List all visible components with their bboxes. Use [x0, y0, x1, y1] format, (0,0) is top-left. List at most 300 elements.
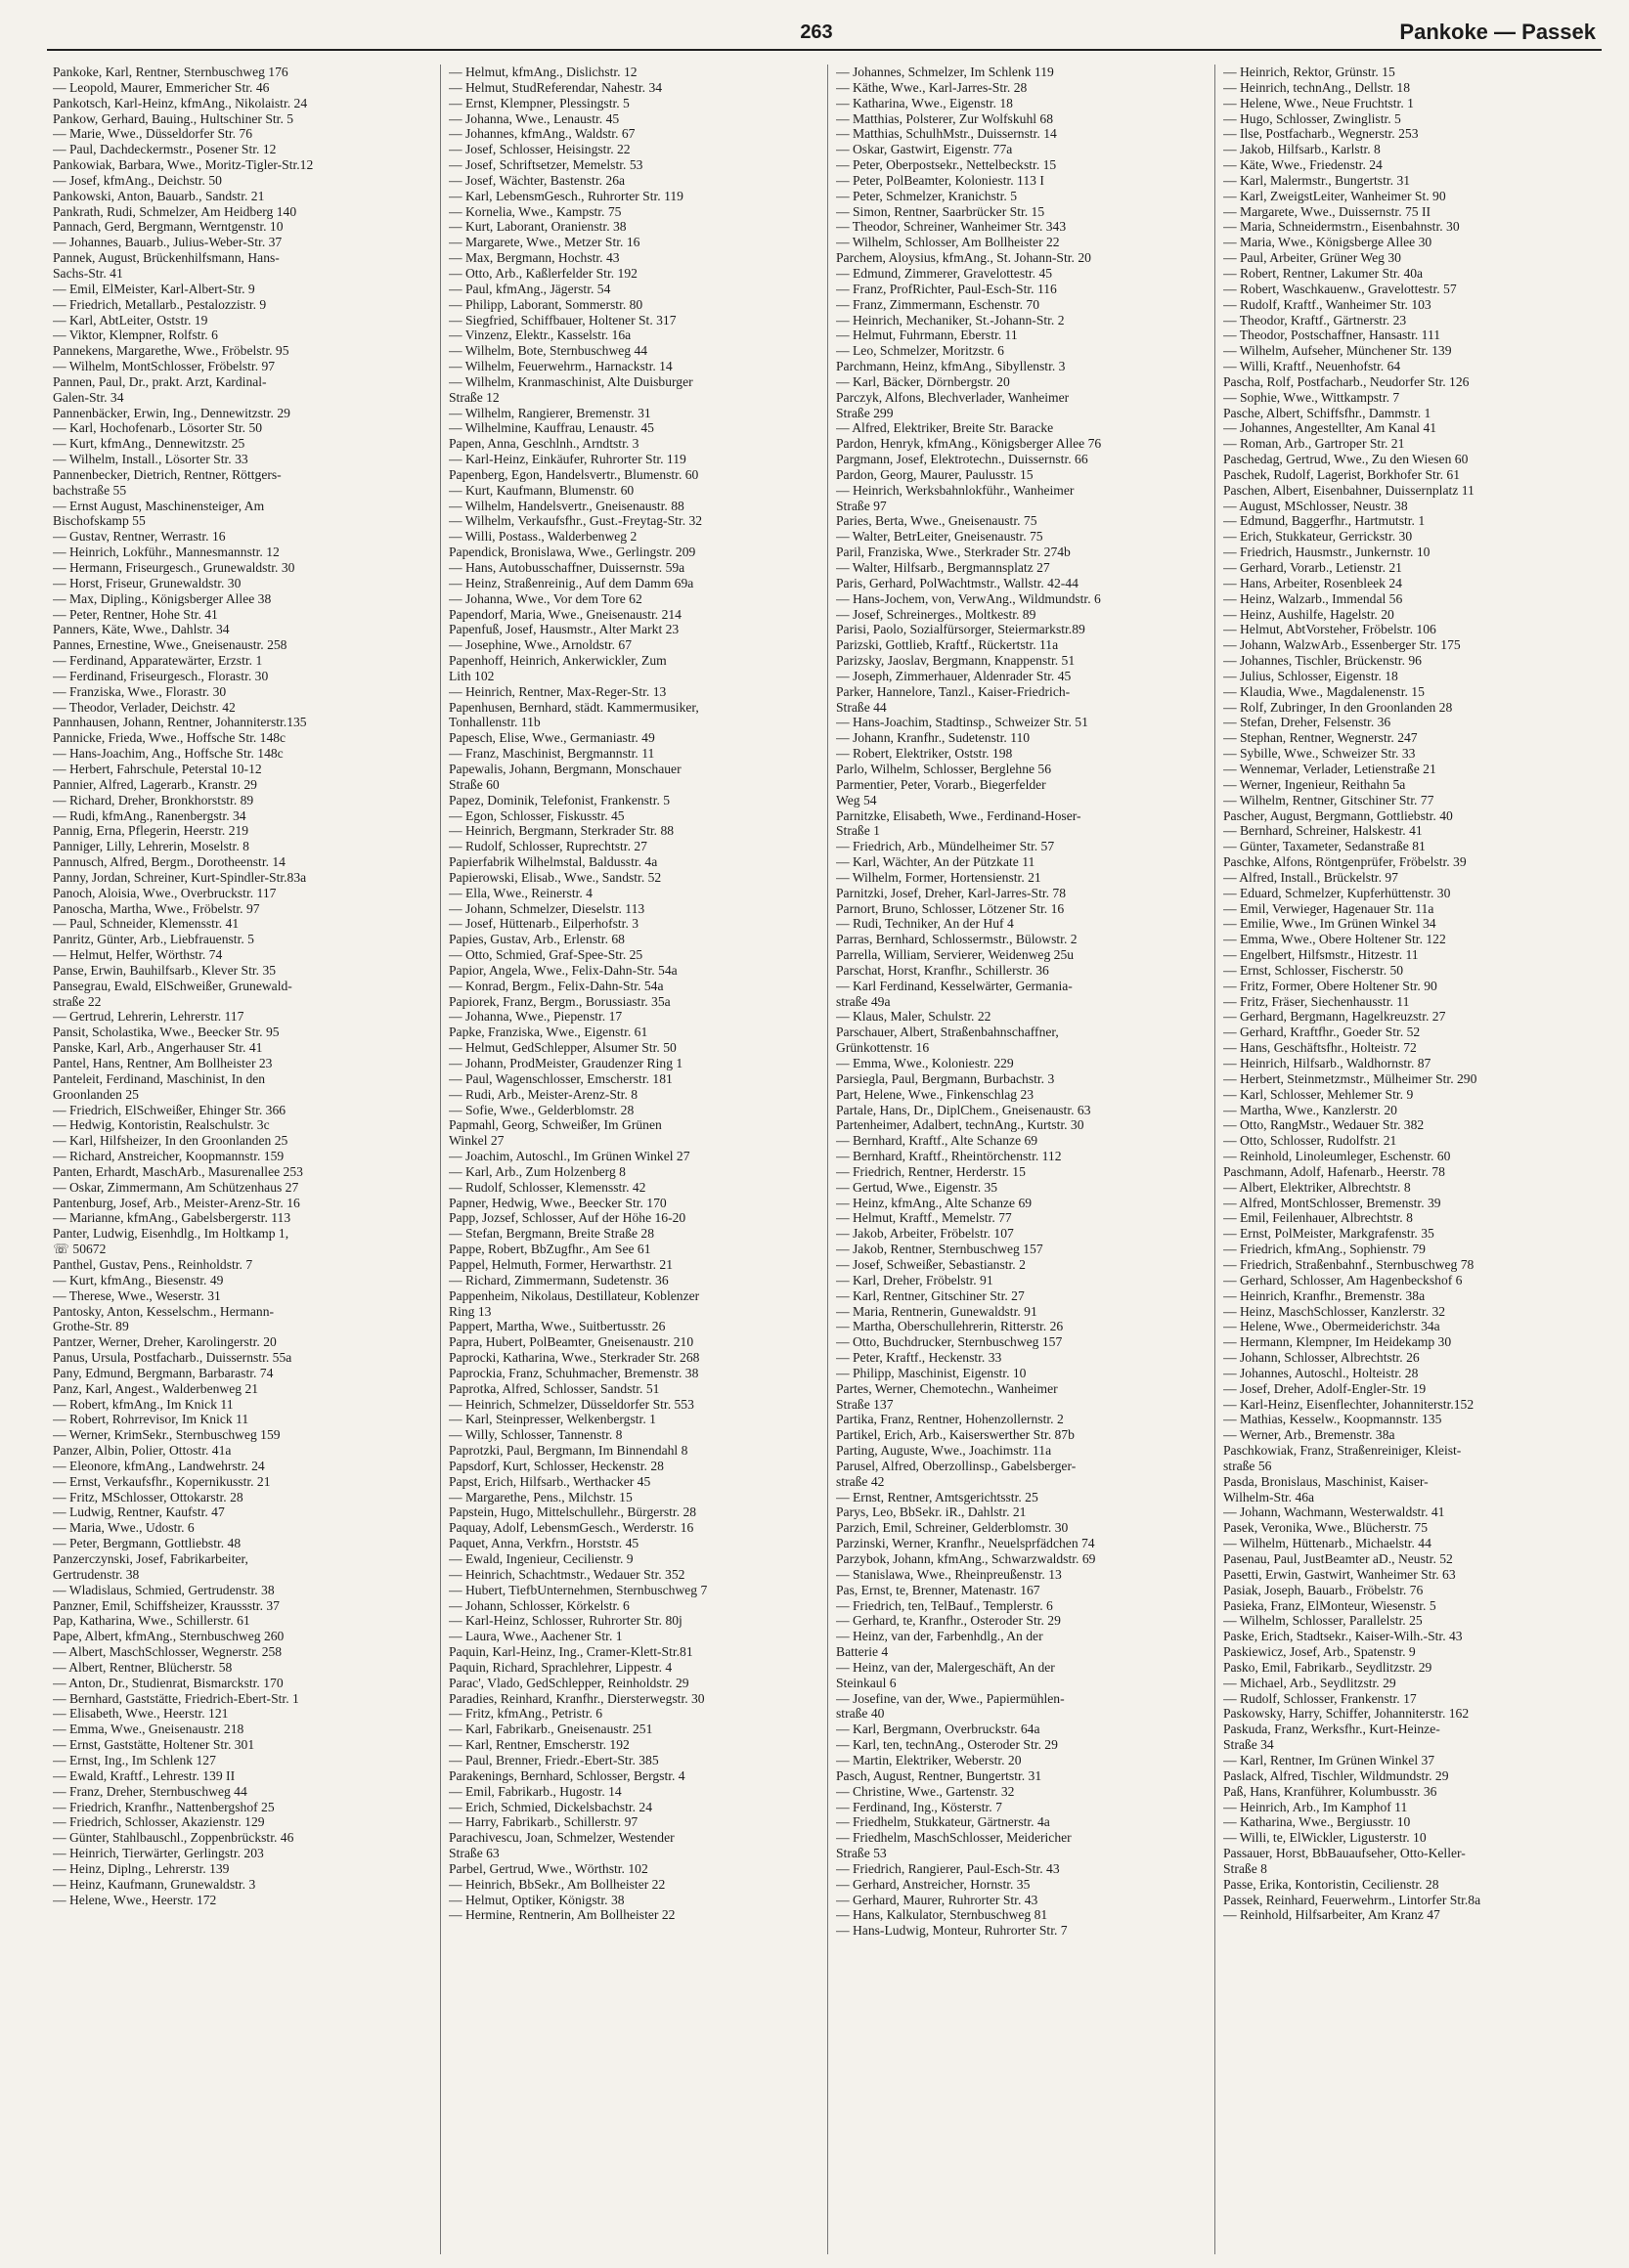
directory-entry: — Stephan, Rentner, Wegnerstr. 247 [1223, 730, 1418, 746]
directory-entry: Tonhallenstr. 11b [449, 715, 541, 730]
directory-entry: Parting, Auguste, Wwe., Joachimstr. 11a [836, 1443, 1052, 1459]
directory-entry: — Margarete, Wwe., Metzer Str. 16 [449, 235, 640, 250]
directory-entry: — Karl, Wächter, An der Pützkate 11 [836, 854, 1035, 870]
directory-entry: — Franz, Zimmermann, Eschenstr. 70 [836, 296, 1040, 312]
directory-entry: — Heinz, Kaufmann, Grunewaldstr. 3 [53, 1876, 256, 1892]
directory-column-1 [53, 65, 440, 2254]
directory-entry: — Maria, Wwe., Königsberge Allee 30 [1223, 235, 1432, 250]
directory-entry: — Peter, Oberpostsekr., Nettelbeckstr. 15 [836, 157, 1057, 173]
directory-entry: Galen-Str. 34 [53, 389, 124, 405]
directory-column-3 [827, 65, 1214, 2254]
directory-entry: — Wilhelm, MontSchlosser, Fröbelstr. 97 [53, 359, 276, 374]
directory-entry: — Heinrich, Mechaniker, St.-Johann-Str. 2 [836, 312, 1065, 327]
directory-entry: — Heinrich, Hilfsarb., Waldhornstr. 87 [1223, 1056, 1431, 1070]
directory-entry: Straße 12 [449, 389, 500, 405]
directory-entry: — Rudolf, Schlosser, Klemensstr. 42 [449, 1179, 646, 1195]
directory-entry: Pankoke, Karl, Rentner, Sternbuschweg 176 [53, 65, 288, 79]
directory-entry: Parras, Bernhard, Schlossermstr., Bülowstr. 2 [836, 932, 1078, 947]
directory-entry: — Franziska, Wwe., Florastr. 30 [53, 683, 227, 699]
directory-entry: — Kurt, Kaufmann, Blumenstr. 60 [449, 482, 635, 498]
directory-entry: — Helene, Wwe., Obermeiderichstr. 34a [1223, 1319, 1440, 1334]
directory-entry: — Jakob, Hilfsarb., Karlstr. 8 [1223, 142, 1381, 157]
directory-entry: — Heinrich, Schmelzer, Düsseldorfer Str. 553 [449, 1396, 694, 1412]
directory-entry: — Heinz, Aushilfe, Hagelstr. 20 [1223, 606, 1394, 622]
directory-entry: Papies, Gustav, Arb., Erlenstr. 68 [449, 932, 625, 947]
directory-entry: Paschek, Rudolf, Lagerist, Borkhofer Str. 61 [1223, 466, 1461, 482]
directory-entry: Pasetti, Erwin, Gastwirt, Wanheimer Str. 63 [1223, 1566, 1456, 1582]
directory-entry: — Gerhard, te, Kranfhr., Osteroder Str. 29 [836, 1613, 1061, 1629]
directory-entry: — Friedrich, Kranfhr., Nattenbergshof 25 [53, 1799, 275, 1814]
directory-entry: — Wilhelm, Rentner, Gitschiner Str. 77 [1223, 792, 1434, 807]
directory-entry: — Laura, Wwe., Aachener Str. 1 [449, 1629, 623, 1644]
directory-entry: Straße 60 [449, 776, 500, 792]
directory-entry: — Stefan, Bergmann, Breite Straße 28 [449, 1226, 655, 1242]
directory-entry: — Karl, Arb., Zum Holzenberg 8 [449, 1163, 626, 1179]
directory-entry: Papsdorf, Kurt, Schlosser, Heckenstr. 28 [449, 1458, 664, 1473]
directory-entry: — Günter, Stahlbauschl., Zoppenbrückstr. 46 [53, 1830, 294, 1846]
directory-entry: — Peter, Bergmann, Gottliebstr. 48 [53, 1536, 242, 1551]
directory-entry: Paprocki, Katharina, Wwe., Sterkrader Str. 268 [449, 1350, 700, 1366]
directory-entry: Pardon, Henryk, kfmAng., Königsberger Allee 76 [836, 436, 1102, 452]
directory-entry: — Karl, LebensmGesch., Ruhrorter Str. 119 [449, 188, 683, 203]
directory-entry: Paries, Berta, Wwe., Gneisenaustr. 75 [836, 513, 1037, 529]
directory-entry: — Karl, Rentner, Im Grünen Winkel 37 [1223, 1752, 1435, 1767]
directory-entry: — Ernst, Schlosser, Fischerstr. 50 [1223, 962, 1404, 978]
directory-entry: Parachivescu, Joan, Schmelzer, Westender [449, 1830, 675, 1846]
directory-entry: Parac', Vlado, GedSchlepper, Reinholdstr. 29 [449, 1675, 689, 1690]
directory-entry: Parisi, Paolo, Sozialfürsorger, Steiermarkstr.89 [836, 622, 1085, 637]
directory-entry: Pankotsch, Karl-Heinz, kfmAng., Nikolaistr. 24 [53, 95, 308, 110]
directory-entry: — Karl, Hilfsheizer, In den Groonlanden 25 [53, 1133, 288, 1149]
directory-entry: Pascha, Rolf, Postfacharb., Neudorfer Str. 126 [1223, 373, 1470, 389]
directory-entry: — Friedrich, kfmAng., Sophienstr. 79 [1223, 1242, 1426, 1257]
directory-entry: — Ferdinand, Ing., Kösterstr. 7 [836, 1799, 1002, 1814]
directory-entry: — Wilhelm, Schlosser, Parallelstr. 25 [1223, 1613, 1423, 1629]
directory-entry: — Katharina, Wwe., Bergiusstr. 10 [1223, 1814, 1411, 1830]
directory-entry: — Rudolf, Kraftf., Wanheimer Str. 103 [1223, 296, 1431, 312]
directory-entry: — Heinz, Straßenreinig., Auf dem Damm 69a [449, 575, 694, 590]
directory-entry: Pannen, Paul, Dr., prakt. Arzt, Kardinal- [53, 373, 267, 389]
directory-entry: — Robert, kfmAng., Im Knick 11 [53, 1396, 234, 1412]
directory-entry: — Heinrich, Schachtmstr., Wedauer Str. 352 [449, 1566, 685, 1582]
directory-entry: Papenfuß, Josef, Hausmstr., Alter Markt 23 [449, 622, 680, 637]
directory-entry: Grünkottenstr. 16 [836, 1040, 930, 1056]
directory-entry: Parczyk, Alfons, Blechverlader, Wanheimer [836, 389, 1070, 405]
directory-entry: — Fritz, Fräser, Siechenhausstr. 11 [1223, 993, 1410, 1009]
directory-entry: Papst, Erich, Hilfsarb., Werthacker 45 [449, 1473, 651, 1489]
directory-entry: bachstraße 55 [53, 482, 127, 498]
directory-entry: Papierfabrik Wilhelmstal, Baldusstr. 4a [449, 854, 658, 870]
directory-entry: — Reinhold, Hilfsarbeiter, Am Kranz 47 [1223, 1907, 1440, 1923]
directory-entry: — Philipp, Maschinist, Eigenstr. 10 [836, 1365, 1027, 1380]
directory-entry: — Viktor, Klempner, Rolfstr. 6 [53, 327, 218, 343]
directory-entry: — Paul, Dachdeckermstr., Posener Str. 12 [53, 142, 277, 157]
directory-entry: — Josef, Hüttenarb., Eilperhofstr. 3 [449, 916, 639, 932]
directory-entry: Paprotzki, Paul, Bergmann, Im Binnendahl 8 [449, 1443, 688, 1459]
directory-entry: — Siegfried, Schiffbauer, Holtener St. 317 [449, 312, 677, 327]
header-rule [47, 49, 1602, 51]
directory-entry: — Klaudia, Wwe., Magdalenenstr. 15 [1223, 683, 1425, 699]
directory-entry: Parnitzke, Elisabeth, Wwe., Ferdinand-Hoser- [836, 807, 1081, 823]
directory-entry: — Heinrich, BbSekr., Am Bollheister 22 [449, 1876, 666, 1892]
directory-entry: Papewalis, Johann, Bergmann, Monschauer [449, 761, 682, 776]
directory-entry: — Gerhard, Bergmann, Hagelkreuzstr. 27 [1223, 1009, 1446, 1025]
directory-entry: — Franz, ProfRichter, Paul-Esch-Str. 116 [836, 281, 1057, 296]
directory-entry: Paschen, Albert, Eisenbahner, Duissernplatz 11 [1223, 482, 1475, 498]
directory-entry: — Hans-Ludwig, Monteur, Ruhrorter Str. 7 [836, 1923, 1068, 1939]
directory-entry: — Emilie, Wwe., Im Grünen Winkel 34 [1223, 916, 1436, 932]
directory-entry: — Hermann, Klempner, Im Heidekamp 30 [1223, 1334, 1452, 1350]
directory-entry: Papenberg, Egon, Handelsvertr., Blumenstr. 60 [449, 466, 699, 482]
directory-entry: — Helmut, Helfer, Wörthstr. 74 [53, 947, 223, 963]
directory-entry: — Ferdinand, Apparatewärter, Erzstr. 1 [53, 653, 263, 669]
directory-entry: — Karl, Fabrikarb., Gneisenaustr. 251 [449, 1722, 653, 1737]
directory-entry: — Hans-Jochem, von, VerwAng., Wildmundstr. 6 [836, 590, 1101, 606]
directory-entry: Panoch, Aloisia, Wwe., Overbruckstr. 117 [53, 885, 277, 900]
directory-entry: — Rudi, Techniker, An der Huf 4 [836, 916, 1014, 932]
directory-entry: Straße 1 [836, 823, 880, 839]
directory-entry: straße 42 [836, 1473, 885, 1489]
directory-entry: — Leopold, Maurer, Emmericher Str. 46 [53, 79, 270, 95]
directory-columns [53, 65, 1602, 2254]
directory-entry: — Sofie, Wwe., Gelderblomstr. 28 [449, 1102, 635, 1117]
directory-entry: — Oskar, Gastwirt, Eigenstr. 77a [836, 142, 1013, 157]
directory-entry: — Friedrich, Schlosser, Akazienstr. 129 [53, 1814, 265, 1830]
directory-entry: Paquet, Anna, Verkfrn., Horststr. 45 [449, 1536, 639, 1551]
directory-entry: — Alfred, Install., Brückelstr. 97 [1223, 869, 1398, 885]
directory-entry: — Günter, Taxameter, Sedanstraße 81 [1223, 839, 1426, 854]
directory-entry: Pasche, Albert, Schiffsfhr., Dammstr. 1 [1223, 405, 1431, 420]
directory-entry: — Rolf, Zubringer, In den Groonlanden 28 [1223, 699, 1453, 715]
directory-entry: Paquin, Richard, Sprachlehrer, Lippestr. 4 [449, 1659, 673, 1675]
directory-entry: — Robert, Rohrrevisor, Im Knick 11 [53, 1412, 249, 1427]
directory-entry: — Wilhelm, Former, Hortensienstr. 21 [836, 869, 1041, 885]
directory-entry: — Julius, Schlosser, Eigenstr. 18 [1223, 668, 1398, 683]
directory-entry: Panny, Jordan, Schreiner, Kurt-Spindler-Str.83a [53, 869, 307, 885]
directory-entry: — Heinz, van der, Malergeschäft, An der [836, 1659, 1055, 1675]
directory-entry: — Johann, ProdMeister, Graudenzer Ring 1 [449, 1056, 683, 1070]
directory-entry: — Rudolf, Schlosser, Frankenstr. 17 [1223, 1690, 1417, 1706]
directory-entry: Pardon, Georg, Maurer, Paulusstr. 15 [836, 466, 1034, 482]
directory-entry: Pansegrau, Ewald, ElSchweißer, Grunewald- [53, 978, 292, 993]
directory-entry: Parizski, Gottlieb, Kraftf., Rückertstr. 11a [836, 637, 1059, 653]
directory-entry: Pankrath, Rudi, Schmelzer, Am Heidberg 140 [53, 203, 297, 219]
directory-entry: — Ferdinand, Friseurgesch., Florastr. 30 [53, 668, 269, 683]
directory-entry: Panritz, Günter, Arb., Liebfrauenstr. 5 [53, 932, 254, 947]
directory-entry: — Reinhold, Linoleumleger, Eschenstr. 60 [1223, 1149, 1451, 1164]
directory-entry: — Bernhard, Schreiner, Halskestr. 41 [1223, 823, 1423, 839]
directory-entry: Pargmann, Josef, Elektrotechn., Duissernstr. 66 [836, 452, 1088, 467]
directory-entry: — Eleonore, kfmAng., Landwehrstr. 24 [53, 1458, 265, 1473]
directory-entry: — Alfred, MontSchlosser, Bremenstr. 39 [1223, 1195, 1441, 1210]
directory-entry: Panske, Karl, Arb., Angerhauser Str. 41 [53, 1040, 263, 1056]
directory-entry: — Albert, Rentner, Blücherstr. 58 [53, 1659, 233, 1675]
directory-entry: — Gertud, Wwe., Eigenstr. 35 [836, 1179, 998, 1195]
directory-entry: Papez, Dominik, Telefonist, Frankenstr. 5 [449, 792, 671, 807]
directory-entry: — Wilhelm, Feuerwehrm., Harnackstr. 14 [449, 359, 673, 374]
directory-entry: Papmahl, Georg, Schweißer, Im Grünen [449, 1117, 662, 1133]
directory-entry: — Konrad, Bergm., Felix-Dahn-Str. 54a [449, 978, 664, 993]
directory-entry: — Ernst, PolMeister, Markgrafenstr. 35 [1223, 1226, 1434, 1242]
directory-entry: — Karl, Schlosser, Mehlemer Str. 9 [1223, 1086, 1414, 1102]
directory-entry: — Kornelia, Wwe., Kampstr. 75 [449, 203, 622, 219]
directory-entry: — Franz, Dreher, Sternbuschweg 44 [53, 1783, 247, 1799]
directory-entry: Parchmann, Heinz, kfmAng., Sibyllenstr. 3 [836, 359, 1066, 374]
directory-entry: Panter, Ludwig, Eisenhdlg., Im Holtkamp 1, [53, 1226, 289, 1242]
directory-entry: — Emma, Wwe., Obere Holtener Str. 122 [1223, 932, 1446, 947]
directory-entry: Pasek, Veronika, Wwe., Blücherstr. 75 [1223, 1520, 1429, 1536]
directory-entry: ☏ 50672 [53, 1242, 107, 1257]
page-number: 263 [800, 22, 833, 43]
directory-entry: — Johanna, Wwe., Lenaustr. 45 [449, 110, 620, 126]
directory-entry: Paradies, Reinhard, Kranfhr., Diersterwegstr. 30 [449, 1690, 705, 1706]
directory-entry: — Bernhard, Kraftf., Alte Schanze 69 [836, 1133, 1038, 1149]
directory-entry: — Hermann, Friseurgesch., Grunewaldstr. 30 [53, 560, 295, 575]
directory-entry: — Gerhard, Schlosser, Am Hagenbeckshof 6 [1223, 1272, 1463, 1287]
directory-entry: Pannenbecker, Dietrich, Rentner, Röttgers- [53, 466, 282, 482]
directory-entry: — Matthias, SchulhMstr., Duissernstr. 14 [836, 126, 1057, 142]
directory-entry: — Helmut, Optiker, Königstr. 38 [449, 1892, 625, 1907]
directory-column-2 [440, 65, 827, 2254]
directory-entry: Pantel, Hans, Rentner, Am Bollheister 23 [53, 1056, 273, 1070]
directory-entry: Partika, Franz, Rentner, Hohenzollernstr. 2 [836, 1412, 1064, 1427]
directory-entry: — Ernst, Klempner, Plessingstr. 5 [449, 95, 630, 110]
directory-entry: Pap, Katharina, Wwe., Schillerstr. 61 [53, 1613, 250, 1629]
directory-entry: — Ilse, Postfacharb., Wegnerstr. 253 [1223, 126, 1419, 142]
directory-entry: Pasiak, Joseph, Bauarb., Fröbelstr. 76 [1223, 1582, 1424, 1597]
directory-entry: — Fritz, Former, Obere Holtener Str. 90 [1223, 978, 1437, 993]
directory-entry: — Max, Dipling., Königsberger Allee 38 [53, 590, 272, 606]
directory-entry: — Friedhelm, Stukkateur, Gärtnerstr. 4a [836, 1814, 1050, 1830]
directory-entry: Pantzer, Werner, Dreher, Karolingerstr. 20 [53, 1334, 277, 1350]
directory-entry: Grothe-Str. 89 [53, 1319, 129, 1334]
directory-entry: Panteleit, Ferdinand, Maschinist, In den [53, 1070, 266, 1086]
directory-entry: — Heinrich, Kranfhr., Bremenstr. 38a [1223, 1287, 1426, 1303]
directory-entry: — Friedrich, ElSchweißer, Ehinger Str. 366 [53, 1102, 286, 1117]
directory-entry: — Ewald, Kraftf., Lehrestr. 139 II [53, 1767, 236, 1783]
directory-entry: — Otto, RangMstr., Wedauer Str. 382 [1223, 1117, 1425, 1133]
directory-entry: — Johann, Wachmann, Westerwaldstr. 41 [1223, 1505, 1445, 1520]
directory-entry: Papenhusen, Bernhard, städt. Kammermusiker, [449, 699, 699, 715]
directory-entry: Paskowsky, Harry, Schiffer, Johanniterstr. 162 [1223, 1706, 1470, 1722]
directory-entry: — Wilhelm, Handelsvertr., Gneisenaustr. 88 [449, 498, 684, 513]
directory-entry: Pantenburg, Josef, Arb., Meister-Arenz-Str. 16 [53, 1195, 300, 1210]
directory-entry: Paprotka, Alfred, Schlosser, Sandstr. 51 [449, 1380, 660, 1396]
directory-entry: — Bernhard, Gaststätte, Friedrich-Ebert-Str. 1 [53, 1690, 299, 1706]
directory-entry: — Leo, Schmelzer, Moritzstr. 6 [836, 343, 1004, 359]
directory-entry: — Paul, kfmAng., Jägerstr. 54 [449, 281, 611, 296]
directory-entry: — Käte, Wwe., Friedenstr. 24 [1223, 157, 1383, 173]
directory-entry: Paslack, Alfred, Tischler, Wildmundstr. 29 [1223, 1767, 1449, 1783]
directory-entry: Papen, Anna, Geschlnh., Arndtstr. 3 [449, 436, 639, 452]
directory-entry: Straße 63 [449, 1846, 500, 1861]
directory-entry: — Willi, Kraftf., Neuenhofstr. 64 [1223, 359, 1401, 374]
directory-entry: Panzerczynski, Josef, Fabrikarbeiter, [53, 1551, 248, 1566]
directory-entry: — Josef, Dreher, Adolf-Engler-Str. 19 [1223, 1380, 1427, 1396]
directory-entry: — Paul, Schneider, Klemensstr. 41 [53, 916, 240, 932]
directory-entry: Pankowski, Anton, Bauarb., Sandstr. 21 [53, 188, 265, 203]
directory-entry: — Heinrich, technAng., Dellstr. 18 [1223, 79, 1411, 95]
directory-entry: — Hugo, Schlosser, Zwinglistr. 5 [1223, 110, 1401, 126]
directory-entry: — Werner, Arb., Bremenstr. 38a [1223, 1427, 1395, 1443]
directory-entry: Paquay, Adolf, LebensmGesch., Werderstr. 16 [449, 1520, 694, 1536]
directory-entry: Pannhausen, Johann, Rentner, Johanniterstr.135 [53, 715, 307, 730]
directory-entry: Pantosky, Anton, Kesselschm., Hermann- [53, 1303, 275, 1319]
directory-entry: — Josef, Schriftsetzer, Memelstr. 53 [449, 157, 643, 173]
directory-entry: — Philipp, Laborant, Sommerstr. 80 [449, 296, 643, 312]
directory-entry: Papendorf, Maria, Wwe., Gneisenaustr. 214 [449, 606, 682, 622]
directory-entry: — Jakob, Arbeiter, Fröbelstr. 107 [836, 1226, 1014, 1242]
directory-entry: — Ewald, Ingenieur, Cecilienstr. 9 [449, 1551, 634, 1566]
directory-entry: — Hans-Joachim, Ang., Hoffsche Str. 148c [53, 746, 284, 762]
directory-entry: — Robert, Rentner, Lakumer Str. 40a [1223, 265, 1424, 281]
directory-entry: Paris, Gerhard, PolWachtmstr., Wallstr. 42-44 [836, 575, 1079, 590]
directory-entry: Panoscha, Martha, Wwe., Fröbelstr. 97 [53, 900, 260, 916]
directory-entry: — Gerhard, Kraftfhr., Goeder Str. 52 [1223, 1025, 1421, 1040]
directory-entry: — Otto, Schlosser, Rudolfstr. 21 [1223, 1133, 1397, 1149]
directory-entry: — Eduard, Schmelzer, Kupferhüttenstr. 30 [1223, 885, 1451, 900]
directory-entry: Straße 44 [836, 699, 887, 715]
directory-entry: — Engelbert, Hilfsmstr., Hitzestr. 11 [1223, 947, 1419, 963]
directory-entry: — Karl, Bäcker, Dörnbergstr. 20 [836, 373, 1010, 389]
directory-entry: Pannek, August, Brückenhilfsmann, Hans- [53, 250, 280, 266]
directory-entry: Paprockia, Franz, Schuhmacher, Bremenstr. 38 [449, 1365, 699, 1380]
directory-entry: — Erich, Schmied, Dickelsbachstr. 24 [449, 1799, 653, 1814]
directory-entry: Paskiewicz, Josef, Arb., Spatenstr. 9 [1223, 1644, 1416, 1660]
directory-entry: — Vinzenz, Elektr., Kasselstr. 16a [449, 327, 632, 343]
directory-entry: — Michael, Arb., Seydlitzstr. 29 [1223, 1675, 1396, 1690]
directory-entry: — Hubert, TiefbUnternehmen, Sternbuschweg 7 [449, 1582, 708, 1597]
directory-entry: — Wilhelm, Aufseher, Münchener Str. 139 [1223, 343, 1452, 359]
directory-entry: Pannes, Ernestine, Wwe., Gneisenaustr. 258 [53, 637, 287, 653]
directory-entry: — Gerhard, Anstreicher, Hornstr. 35 [836, 1876, 1031, 1892]
directory-entry: — Heinrich, Lokführ., Mannesmannstr. 12 [53, 545, 280, 560]
directory-entry: — Friedrich, Rentner, Herderstr. 15 [836, 1163, 1026, 1179]
directory-entry: — Wilhelm, Verkaufsfhr., Gust.-Freytag-Str. 32 [449, 513, 703, 529]
directory-entry: — Marianne, kfmAng., Gabelsbergerstr. 113 [53, 1210, 291, 1226]
directory-entry: — Ernst August, Maschinensteiger, Am [53, 498, 265, 513]
directory-entry: — Heinz, van der, Farbenhdlg., An der [836, 1629, 1043, 1644]
directory-entry: Panzner, Emil, Schiffsheizer, Kraussstr. 37 [53, 1597, 280, 1613]
directory-entry: — Karl, Rentner, Gitschiner Str. 27 [836, 1287, 1025, 1303]
directory-entry: — Walter, BetrLeiter, Gneisenaustr. 75 [836, 529, 1043, 545]
directory-entry: — Hans, Geschäftsfhr., Holteistr. 72 [1223, 1040, 1417, 1056]
directory-entry: — Emil, ElMeister, Karl-Albert-Str. 9 [53, 281, 255, 296]
directory-entry: — Helmut, Kraftf., Memelstr. 77 [836, 1210, 1012, 1226]
directory-entry: Passe, Erika, Kontoristin, Cecilienstr. 28 [1223, 1876, 1439, 1892]
directory-entry: Gertrudenstr. 38 [53, 1566, 140, 1582]
directory-entry: — Theodor, Schreiner, Wanheimer Str. 343 [836, 219, 1067, 235]
directory-entry: Parsiegla, Paul, Bergmann, Burbachstr. 3 [836, 1070, 1055, 1086]
directory-entry: — Friedrich, ten, TelBauf., Templerstr. 6 [836, 1597, 1053, 1613]
directory-entry: — Hermine, Rentnerin, Am Bollheister 22 [449, 1907, 676, 1923]
directory-entry: — Walter, Hilfsarb., Bergmannsplatz 27 [836, 560, 1050, 575]
directory-entry: — Karl-Heinz, Einkäufer, Ruhrorter Str. 119 [449, 452, 686, 467]
directory-entry: — Hans, Kalkulator, Sternbuschweg 81 [836, 1907, 1048, 1923]
directory-entry: — Friedrich, Rangierer, Paul-Esch-Str. 43 [836, 1860, 1060, 1876]
directory-entry: — Johannes, Schmelzer, Im Schlenk 119 [836, 65, 1054, 79]
directory-entry: — Heinrich, Rektor, Grünstr. 15 [1223, 65, 1395, 79]
directory-entry: — Johann, Schmelzer, Dieselstr. 113 [449, 900, 645, 916]
directory-entry: Pas, Ernst, te, Brenner, Matenastr. 167 [836, 1582, 1040, 1597]
directory-entry: Pappe, Robert, BbZugfhr., Am See 61 [449, 1242, 651, 1257]
directory-entry: Partikel, Erich, Arb., Kaiserswerther Str. 87b [836, 1427, 1075, 1443]
directory-entry: Papesch, Elise, Wwe., Germaniastr. 49 [449, 730, 655, 746]
directory-entry: — Robert, Elektriker, Oststr. 198 [836, 746, 1013, 762]
directory-entry: — Jakob, Rentner, Sternbuschweg 157 [836, 1242, 1043, 1257]
directory-entry: Paß, Hans, Kranführer, Kolumbusstr. 36 [1223, 1783, 1437, 1799]
directory-entry: Pasko, Emil, Fabrikarb., Seydlitzstr. 29 [1223, 1659, 1432, 1675]
directory-entry: Papiorek, Franz, Bergm., Borussiastr. 35a [449, 993, 671, 1009]
directory-entry: — Wilhelm, Rangierer, Bremenstr. 31 [449, 405, 651, 420]
directory-entry: — Harry, Fabrikarb., Schillerstr. 97 [449, 1814, 638, 1830]
directory-entry: — Peter, PolBeamter, Koloniestr. 113 I [836, 172, 1044, 188]
directory-entry: — Martin, Elektriker, Weberstr. 20 [836, 1752, 1022, 1767]
directory-entry: — Ella, Wwe., Reinerstr. 4 [449, 885, 593, 900]
directory-entry: — Stefan, Dreher, Felsenstr. 36 [1223, 715, 1391, 730]
directory-entry: Parrella, William, Servierer, Weidenweg 25u [836, 947, 1075, 963]
directory-entry: Paschmann, Adolf, Hafenarb., Heerstr. 78 [1223, 1163, 1445, 1179]
directory-entry: — Fritz, MSchlosser, Ottokarstr. 28 [53, 1489, 243, 1505]
directory-entry: — Heinrich, Rentner, Max-Reger-Str. 13 [449, 683, 667, 699]
directory-entry: — Johannes, Bauarb., Julius-Weber-Str. 37 [53, 235, 283, 250]
directory-entry: — Wilhelmine, Kauffrau, Lenaustr. 45 [449, 420, 654, 436]
directory-entry: Pannicke, Frieda, Wwe., Hoffsche Str. 148c [53, 730, 286, 746]
directory-entry: Papierowski, Elisab., Wwe., Sandstr. 52 [449, 869, 662, 885]
directory-entry: — Paul, Wagenschlosser, Emscherstr. 181 [449, 1070, 673, 1086]
directory-entry: Sachs-Str. 41 [53, 265, 123, 281]
directory-entry: — Herbert, Steinmetzmstr., Mülheimer Str. 290 [1223, 1070, 1477, 1086]
directory-entry: — Ludwig, Rentner, Kaufstr. 47 [53, 1505, 225, 1520]
directory-entry: — Karl, Malermstr., Bungertstr. 31 [1223, 172, 1411, 188]
directory-entry: — Albert, Elektriker, Albrechtstr. 8 [1223, 1179, 1411, 1195]
directory-entry: — Helmut, GedSchlepper, Alsumer Str. 50 [449, 1040, 677, 1056]
directory-entry: — Peter, Rentner, Hohe Str. 41 [53, 606, 218, 622]
directory-entry: — Johannes, Angestellter, Am Kanal 41 [1223, 420, 1437, 436]
directory-entry: Pankow, Gerhard, Bauing., Hultschiner Str. 5 [53, 110, 294, 126]
directory-entry: — Max, Bergmann, Hochstr. 43 [449, 250, 620, 266]
directory-entry: — Karl, Dreher, Fröbelstr. 91 [836, 1272, 993, 1287]
directory-entry: — Klaus, Maler, Schulstr. 22 [836, 1009, 991, 1025]
directory-entry: — Willi, te, ElWickler, Ligusterstr. 10 [1223, 1830, 1427, 1846]
directory-entry: — Josephine, Wwe., Arnoldstr. 67 [449, 637, 633, 653]
directory-entry: — Kurt, kfmAng., Biesenstr. 49 [53, 1272, 224, 1287]
directory-entry: Partes, Werner, Chemotechn., Wanheimer [836, 1380, 1058, 1396]
directory-entry: Pannusch, Alfred, Bergm., Dorotheenstr. 14 [53, 854, 286, 870]
directory-entry: — Rudi, Arb., Meister-Arenz-Str. 8 [449, 1086, 638, 1102]
directory-entry: — Johannes, Autoschl., Holteistr. 28 [1223, 1365, 1419, 1380]
directory-entry: Papior, Angela, Wwe., Felix-Dahn-Str. 54a [449, 962, 678, 978]
directory-entry: Panzer, Albin, Polier, Ottostr. 41a [53, 1443, 232, 1459]
directory-entry: — Werner, Ingenieur, Reithahn 5a [1223, 776, 1406, 792]
directory-entry: Pannig, Erna, Pflegerin, Heerstr. 219 [53, 823, 249, 839]
directory-entry: — Martha, Oberschullehrerin, Ritterstr. 26 [836, 1319, 1064, 1334]
directory-entry: Parnort, Bruno, Schlosser, Lötzener Str. 16 [836, 900, 1065, 916]
directory-entry: — Werner, KrimSekr., Sternbuschweg 159 [53, 1427, 281, 1443]
directory-entry: — Helmut, kfmAng., Dislichstr. 12 [449, 65, 638, 79]
directory-entry: — Alfred, Elektriker, Breite Str. Baracke [836, 420, 1054, 436]
directory-entry: — Friedrich, Straßenbahnf., Sternbuschweg 78 [1223, 1256, 1475, 1272]
directory-entry: — Rudi, kfmAng., Ranenbergstr. 34 [53, 807, 246, 823]
directory-entry: — Josef, Schlosser, Heisingstr. 22 [449, 142, 631, 157]
directory-entry: — Theodor, Postschaffner, Hansastr. 111 [1223, 327, 1441, 343]
directory-entry: — Karl-Heinz, Schlosser, Ruhrorter Str. 80j [449, 1613, 682, 1629]
directory-entry: — Therese, Wwe., Weserstr. 31 [53, 1287, 221, 1303]
directory-entry: Panthel, Gustav, Pens., Reinholdstr. 7 [53, 1256, 253, 1272]
directory-entry: — Friedrich, Metallarb., Pestalozzistr. 9 [53, 296, 267, 312]
directory-entry: — Kurt, kfmAng., Dennewitzstr. 25 [53, 436, 245, 452]
directory-entry: — Herbert, Fahrschule, Peterstal 10-12 [53, 761, 262, 776]
